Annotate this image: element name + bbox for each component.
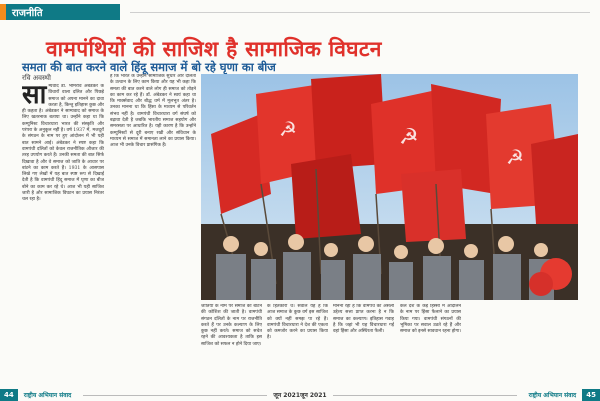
drop-cap: सा: [22, 84, 47, 110]
footer-magazine-left: राष्ट्रीय अभियान संवाद: [23, 392, 72, 399]
text-column-6: कल देश के कई हिस्सों में आंदोलन के नाम पर हिंसा फैलाने का प्रयास किया गया। वामपंथी संगठनों की भूमिका पर सवाल उठते रहे हैं और समाज को इनसे सावधान रहना होगा।: [400, 304, 461, 335]
svg-text:☭: ☭: [279, 117, 297, 141]
section-tag-accent: [0, 4, 6, 20]
footer-rule-left: [83, 395, 267, 396]
section-tag: [0, 4, 120, 20]
text-column-2: है कि भारत के उन्होंने सामाजिक सुधार और दलितों के उत्थान के लिए काम किया और यह भी कहा कि समता की बात करने वाले लोग ही समाज को तोड़ने का काम कर रहे हैं। डॉ. अंबेडकर ने स्वयं कहा था कि मार्क्सवाद और बौद्ध धर्म में मूलभूत अंतर है। उनका मानना था कि हिंसा के माध्यम से परिवर्तन संभव नहीं है। वामपंथी विचारधारा वर्ग संघर्ष को बढ़ावा देती है जबकि भारतीय समाज सहयोग और समरसता पर आधारित है। यही कारण है कि उन्होंने कम्युनिस्टों से दूरी बनाए रखी और संविधान के माध्यम से समाज में समानता लाने का प्रयास किया। आज भी उनके विचार प्रासंगिक हैं।: [110, 74, 196, 149]
header-rule: [130, 12, 590, 13]
page-footer: [0, 389, 600, 401]
byline: रवि अवस्थी: [22, 74, 51, 82]
text-column-5: मानना रहा है कि वामपंथ का असली उद्देश्य सत्ता प्राप्त करना है न कि समाज का कल्याण। इतिहास गवाह है कि जहां भी यह विचारधारा गई वहां हिंसा और अस्थिरता फैली।: [333, 304, 394, 335]
text-column-1: [22, 84, 104, 384]
svg-text:☭: ☭: [399, 125, 419, 150]
page-number-left: 44: [0, 389, 18, 401]
rally-photo: [201, 74, 578, 300]
page-number-right: 45: [582, 389, 600, 401]
protest-flags-image: [201, 74, 578, 300]
headline: वामपंथियों की साजिश है सामाजिक विघटन: [46, 37, 382, 61]
footer-issue-right: जून 2021: [300, 392, 327, 399]
footer-rule-right: [333, 395, 517, 396]
footer-magazine-right: राष्ट्रीय अभियान संवाद: [528, 392, 577, 399]
section-label: राजनीति: [12, 8, 43, 19]
subheadline: समता की बात करने वाले हिंदू समाज में बो रहे घृणा का बीज: [22, 60, 276, 74]
text-column-3: जातियों के नाम पर समाज को बांटने की कोशिश की जाती है। वामपंथी संगठन दलितों के नाम पर राजनीति करते हैं पर उनके कल्याण के लिए कुछ नहीं करते। समाज को सचेत रहने की आवश्यकता है ताकि इस साजिश को सफल न होने दिया जाए।: [201, 304, 262, 347]
column-1-text: म्यवाद डॉ. भीमराव अंबेडकर के विचारों वाला दलित और पिछड़े समाज को अपना मानने का दावा करता है, किन्तु इतिहास कुछ और ही कहता है। अंबेडकर ने साम्यवाद को समाज के लिए खतरनाक बताया था। उन्होंने कहा था कि कम्युनिस्ट विचारधारा भारत की संस्कृति और परंपरा के अनुकूल नहीं है। वर्ष 1937 में, मजदूरों के संगठन के नाम पर हुए आंदोलन में भी यही बात सामने आई। अंबेडकर ने स्पष्ट कहा कि वामपंथी दलितों को केवल राजनीतिक औजार की तरह उपयोग करते हैं। उनकी समता की बात सिर्फ दिखावा है और वे समाज को जाति के आधार पर बांटने का काम करते हैं। 1931 के आसपास लिखे गए लेखों में यह बात स्पष्ट रूप से दिखाई देती है कि वामपंथी हिंदू समाज में घृणा का बीज बोने का काम कर रहे थे। आज भी यही साजिश जारी है और सामाजिक विघटन का प्रयास निरंतर चल रहा है।: [22, 84, 104, 203]
footer-issue-left: जून 2021: [273, 392, 300, 399]
svg-text:☭: ☭: [506, 145, 524, 169]
text-column-4: के हितकारी थे। सवाल यह है कि आज समाज के कुछ वर्ग इस साजिश को क्यों नहीं समझ पा रहे हैं। वामपंथी विचारधारा ने देश की एकता को कमजोर करने का प्रयास किया है।: [267, 304, 328, 341]
footer-right: [300, 389, 600, 401]
footer-left: [0, 389, 300, 401]
